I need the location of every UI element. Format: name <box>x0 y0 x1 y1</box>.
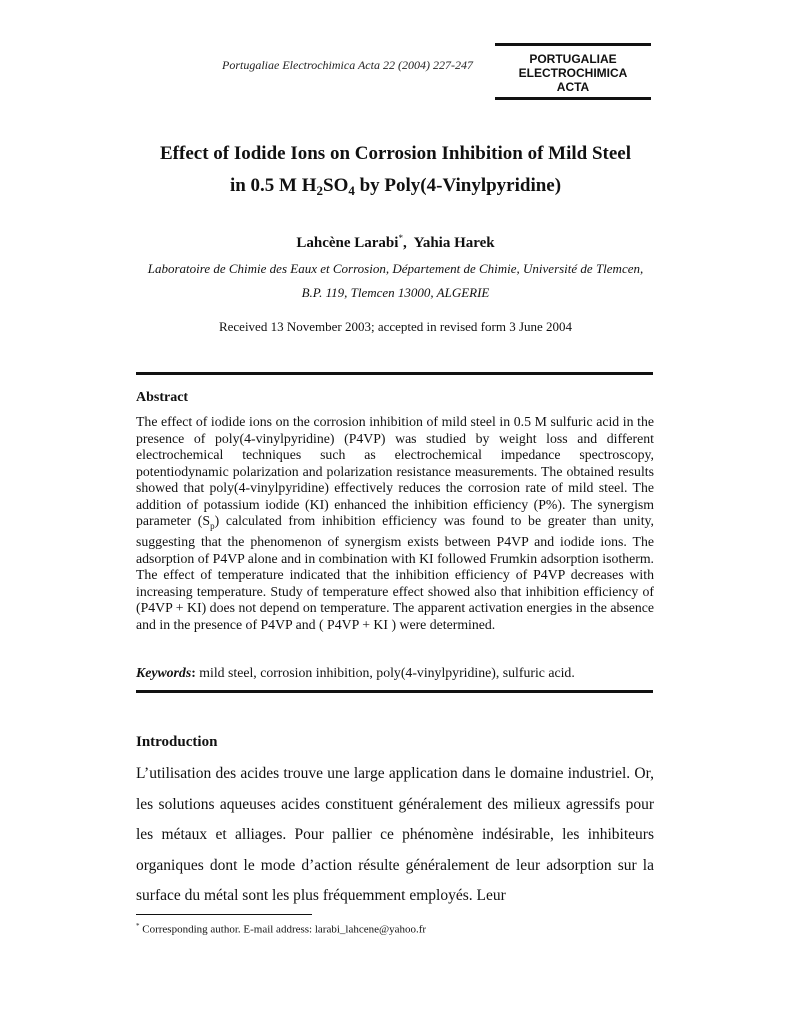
footnote-mark: * <box>136 922 140 930</box>
abstract-text: The effect of iodide ions on the corrosion inhibition of mild steel in 0.5 M sulfuric acid in the presence of poly(4-vinylpyridine) (P4VP) was studied by weight loss and different electrochemical techniques such as electrochemical impedance spectroscopy, potentiodynamic polarization and polarization resistance measurements. The obtained results showed that poly(4-vinylpyridine) effectively reduces the corrosion rate of mild steel. The addition of potassium iodide (KI) enhanced the inhibition efficiency (P%). The synergism parameter (S <box>136 414 654 528</box>
abstract-heading: Abstract <box>136 390 189 405</box>
divider <box>136 690 653 693</box>
abstract-text: ) calculated from inhibition efficiency was found to be greater than unity, suggesting that the phenomenon of synergism exists between P4VP and iodide ions. The adsorption of P4VP alone and in combination with KI followed Frumkin adsorption isotherm. The effect of temperature indicated that the inhibition efficiency of P4VP decreases with increasing temperature. Study of temperature effect showed also that inhibition efficiency of (P4VP + KI) does not depend on temperature. The apparent activation energies in the absence and in the presence of P4VP and ( P4VP + KI ) were determined. <box>136 513 654 632</box>
footnote <box>136 922 426 936</box>
keywords-text: mild steel, corrosion inhibition, poly(4-vinylpyridine), sulfuric acid. <box>195 665 575 680</box>
keywords-colon: : <box>191 665 196 680</box>
abstract-subscript: p <box>210 520 215 531</box>
author-name: Lahcène Larabi <box>296 235 399 251</box>
paper-title-line-1: Effect of Iodide Ions on Corrosion Inhibition of Mild Steel <box>160 143 631 164</box>
title-subscript: 2 <box>316 183 323 198</box>
title-text: by Poly(4-Vinylpyridine) <box>354 175 562 196</box>
introduction-heading: Introduction <box>136 734 218 750</box>
divider <box>136 372 653 375</box>
journal-citation: Portugaliae Electrochimica Acta 22 (2004) 227-247 <box>222 58 473 72</box>
footnote-divider <box>136 914 312 915</box>
journal-box-line: PORTUGALIAE <box>529 52 617 66</box>
journal-logo-box <box>495 43 651 100</box>
introduction-body: L’utilisation des acides trouve une large application dans le domaine industriel. Or, les solutions aqueuses acides constituent généralement des milieux agressifs pour les métaux et alliages. Pour pallier ce phénomène indésirable, les inhibiteurs organiques dont le mode d’action résulte généralement de leur adsorption sur la surface du métal sont les plus fréquemment employés. Leur <box>136 765 654 904</box>
paper-title-line-2 <box>0 175 791 199</box>
abstract-body <box>136 414 654 633</box>
journal-box-line: ELECTROCHIMICA <box>518 66 628 80</box>
received-dates: Received 13 November 2003; accepted in revised form 3 June 2004 <box>218 319 573 334</box>
title-subscript: 4 <box>348 183 355 198</box>
author-name: Yahia Harek <box>413 235 495 251</box>
title-text: SO <box>323 175 349 196</box>
authors <box>0 233 791 252</box>
keywords-label: Keywords <box>136 665 192 680</box>
journal-box-line: ACTA <box>556 80 590 94</box>
affiliation-line-2: B.P. 119, Tlemcen 13000, ALGERIE <box>301 285 490 300</box>
author-separator: , <box>402 235 414 251</box>
affiliation-line-1: Laboratoire de Chimie des Eaux et Corrosion, Département de Chimie, Université de Tlemcen, <box>147 261 644 276</box>
keywords <box>136 665 654 681</box>
title-text: in 0.5 M H <box>229 175 317 196</box>
footnote-text: Corresponding author. E-mail address: larabi_lahcene@yahoo.fr <box>139 923 427 936</box>
corresponding-mark: * <box>398 233 403 243</box>
